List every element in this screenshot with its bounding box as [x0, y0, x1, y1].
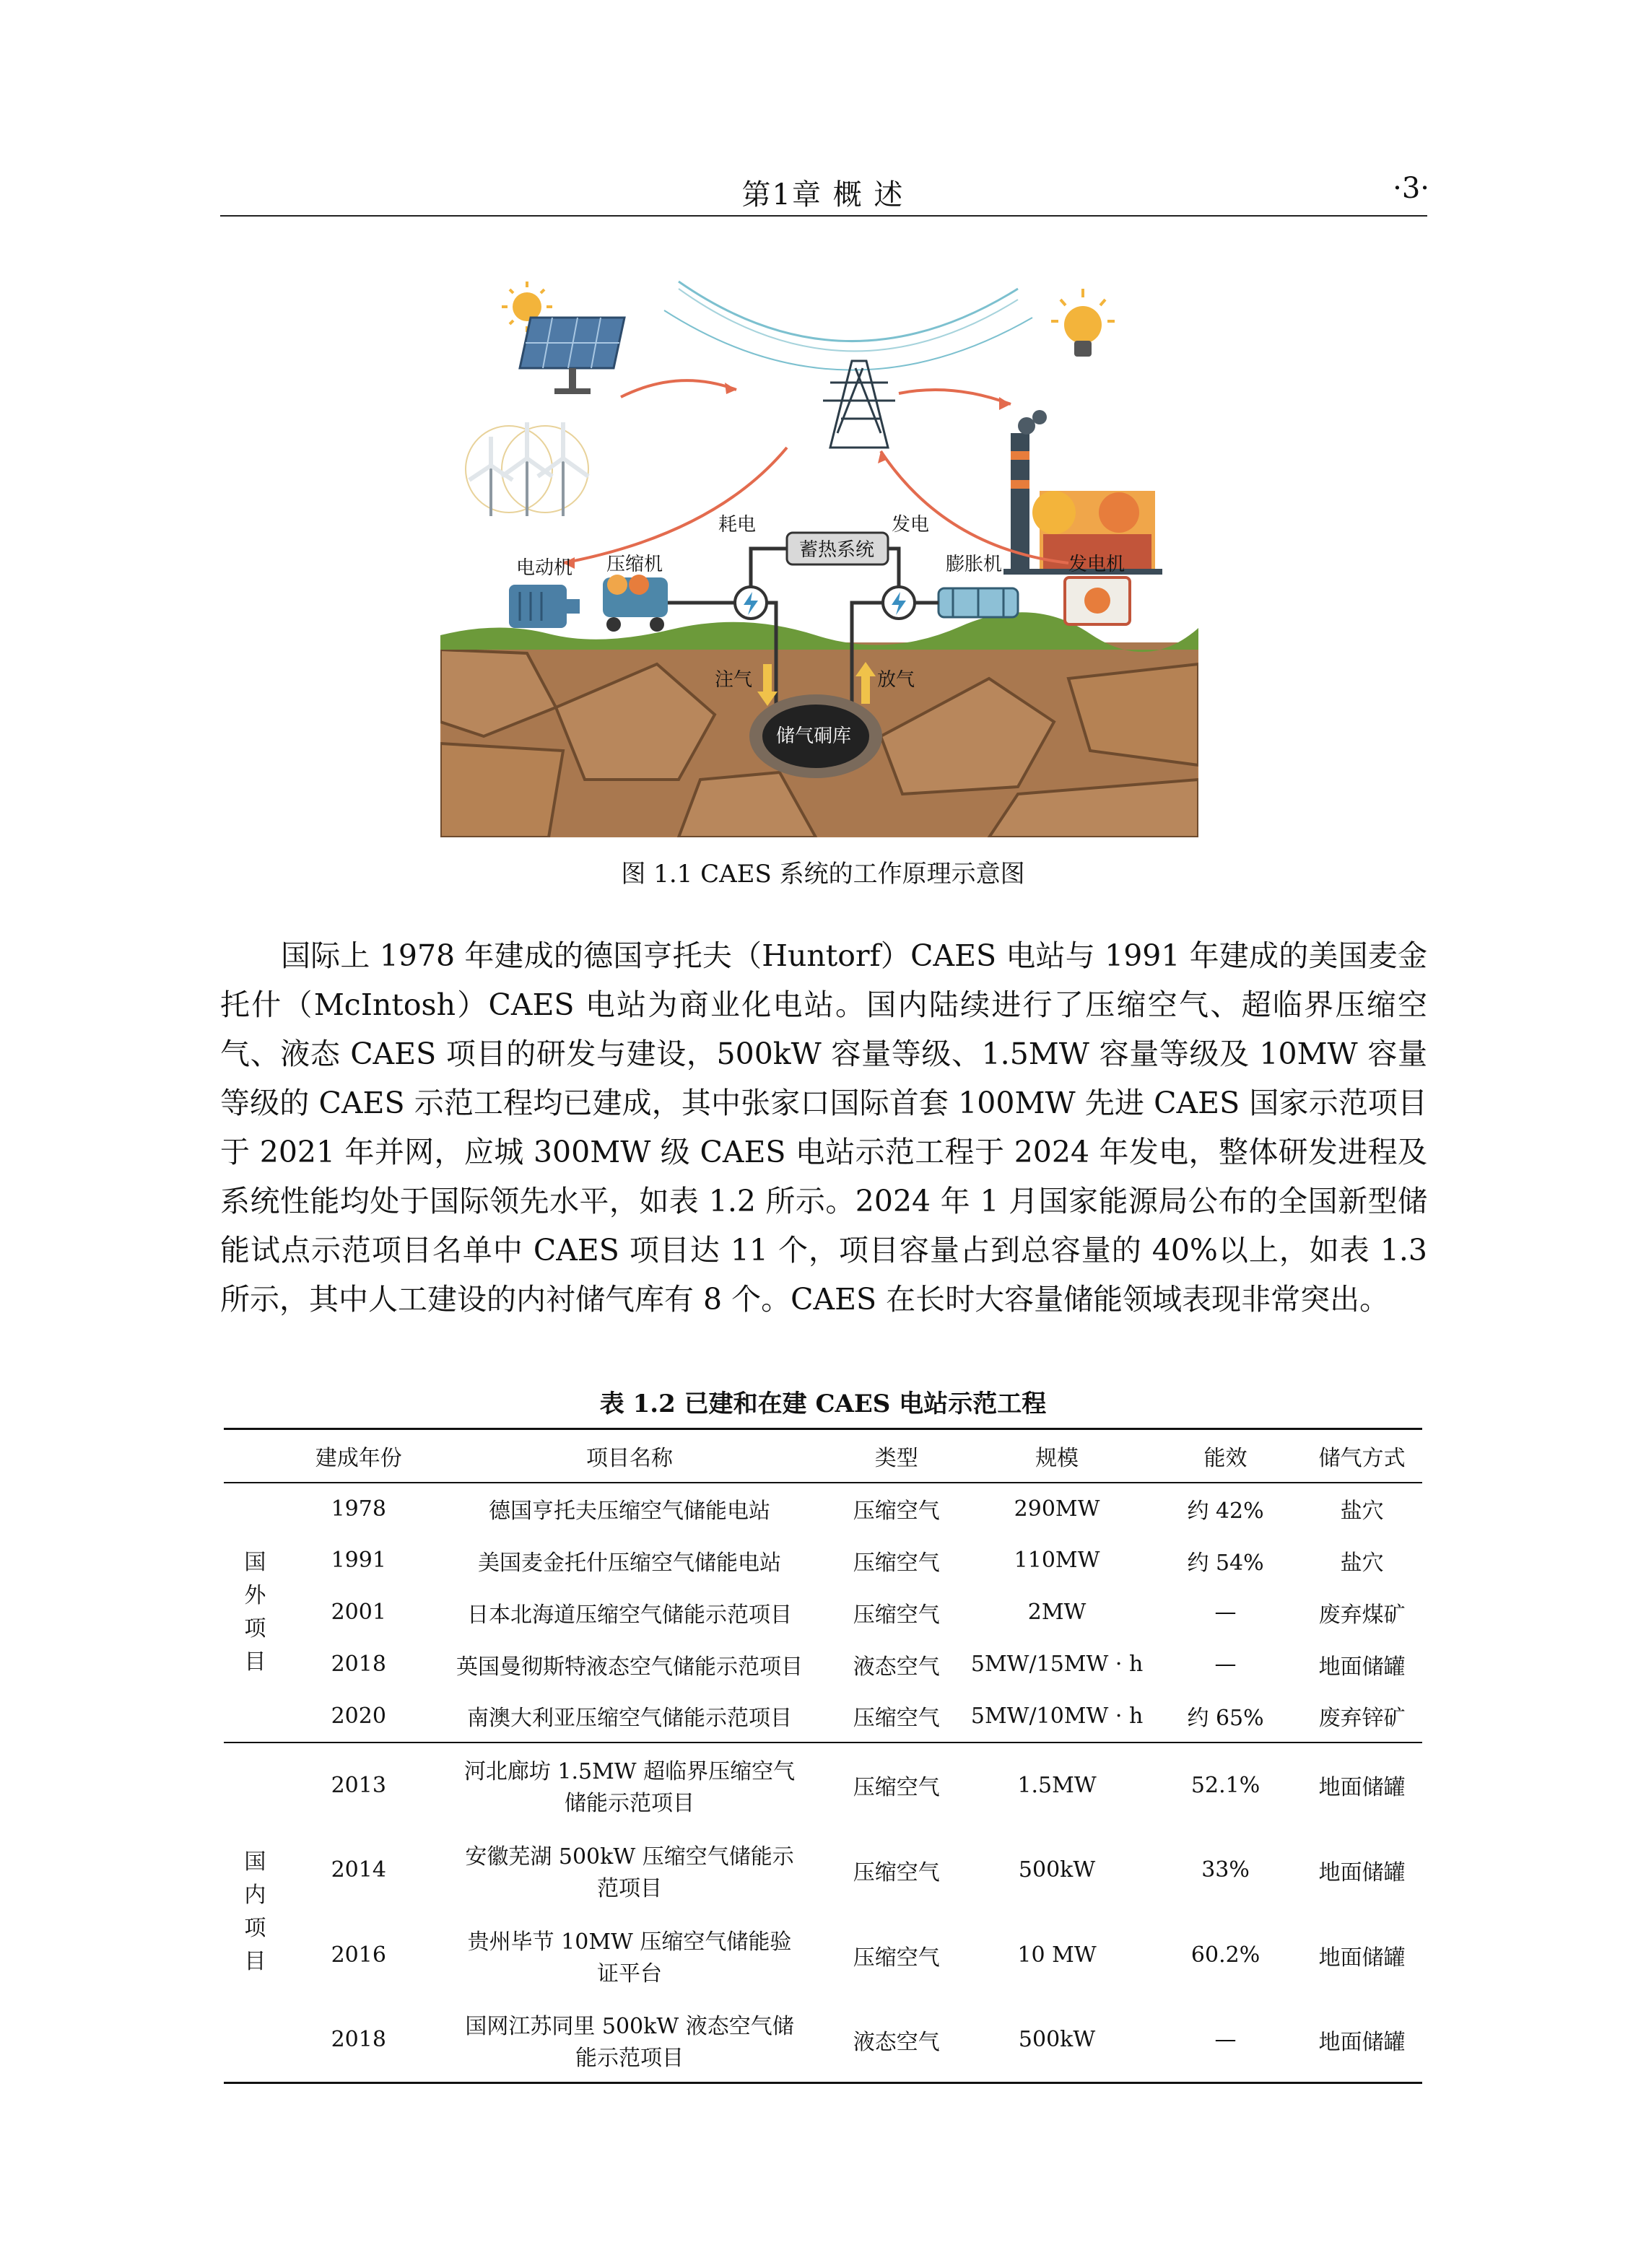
table-row [224, 1828, 1422, 1913]
cell: 液态空气 [828, 1998, 964, 2083]
header-cell: 储气方式 [1302, 1429, 1422, 1483]
label-heat-storage: 蓄热系统 [799, 538, 875, 560]
cell: 1978 [331, 1496, 386, 1522]
cell: 美国麦金托什压缩空气储能电站 [478, 1550, 782, 1576]
table-caption: 表 1.2 已建和在建 CAES 电站示范工程 [599, 1390, 1047, 1418]
power-tower-icon [823, 361, 895, 448]
header-cell: 项目名称 [431, 1429, 828, 1483]
cell: 南澳大利亚压缩空气储能示范项目 [431, 1691, 828, 1743]
cell: 地面储罐 [1318, 1654, 1406, 1680]
cell: 河北廊坊 1.5MW 超临界压缩空气储能示范项目 [463, 1759, 796, 1816]
cell: 500kW [964, 1998, 1149, 2083]
chapter-title: 第1章 概 述 [741, 178, 905, 211]
cell: 日本北海道压缩空气储能示范项目 [467, 1602, 793, 1628]
cell: 10 MW [1017, 1942, 1097, 1968]
header-cell: 建成年份 [287, 1429, 431, 1483]
cell: 地面储罐 [1318, 1945, 1406, 1971]
cell: 约 42% [1187, 1499, 1264, 1524]
group-label-foreign: 国 外 项 目 [224, 1483, 287, 1743]
cell: 德国亨托夫压缩空气储能电站 [489, 1499, 771, 1524]
header-cell: 规模 [964, 1429, 1149, 1483]
cell: 压缩空气 [853, 1602, 940, 1628]
table-row [224, 1535, 1422, 1587]
lightbulb-icon [1051, 289, 1115, 357]
cell: 2013 [331, 1772, 386, 1798]
cell: 压缩空气 [853, 1775, 940, 1800]
cell: 5MW/10MW · h [964, 1691, 1149, 1743]
label-motor: 电动机 [516, 557, 573, 578]
factory-icon [1003, 410, 1162, 575]
cell: 贵州毕节 10MW 压缩空气储能验证平台 [467, 1929, 792, 1986]
cell: 2MW [1027, 1600, 1087, 1625]
cell: 液态空气 [853, 1654, 940, 1680]
figure-caption: 图 1.1 CAES 系统的工作原理示意图 [621, 860, 1025, 889]
label-generator: 发电机 [1068, 553, 1125, 575]
cell: 废弃锌矿 [1302, 1691, 1422, 1743]
cell: 压缩空气 [853, 1859, 940, 1885]
cell: 约 54% [1187, 1550, 1264, 1576]
cell: 地面储罐 [1318, 1859, 1406, 1885]
cell: 压缩空气 [853, 1550, 940, 1576]
table-row [224, 1743, 1422, 1828]
header-cell: 能效 [1149, 1429, 1302, 1483]
cell: 110MW [1014, 1548, 1100, 1573]
cell: 约 65% [1149, 1691, 1302, 1743]
label-inject: 注气 [715, 668, 753, 690]
cell: 盐穴 [1340, 1499, 1384, 1524]
table-row [224, 1998, 1422, 2083]
table-row [224, 1587, 1422, 1639]
solar-panel-icon [520, 318, 624, 394]
label-compressor: 压缩机 [606, 553, 663, 575]
cell: 2018 [331, 1652, 386, 1677]
cell: 2020 [287, 1691, 431, 1743]
cell: — [1214, 1600, 1237, 1625]
cell: 2016 [331, 1942, 386, 1968]
label-consume: 耗电 [718, 513, 757, 535]
wind-turbine-icon [466, 422, 588, 516]
label-generate: 发电 [892, 513, 930, 535]
cell: 33% [1201, 1857, 1250, 1883]
page-number: ·3· [1393, 172, 1429, 205]
cell: 地面储罐 [1318, 1775, 1406, 1800]
cell: 290MW [1014, 1496, 1100, 1522]
caes-projects-table [224, 1428, 1422, 2084]
cell: 废弃煤矿 [1318, 1602, 1406, 1628]
generator-icon [1065, 577, 1130, 624]
table-row [224, 1691, 1422, 1743]
group-label-domestic: 国 内 项 目 [224, 1743, 287, 2083]
header-cell [224, 1429, 287, 1483]
cell: 压缩空气 [828, 1691, 964, 1743]
table-row [224, 1913, 1422, 1998]
cell: 压缩空气 [853, 1945, 940, 1971]
table-row [224, 1639, 1422, 1691]
table-header-row [224, 1429, 1422, 1483]
cell: 安徽芜湖 500kW 压缩空气储能示范项目 [465, 1844, 794, 1901]
cell: — [1214, 1652, 1237, 1677]
cell: 1.5MW [1017, 1772, 1097, 1798]
label-release: 放气 [877, 668, 915, 690]
cell: 1991 [331, 1548, 386, 1573]
body-paragraph: 国际上 1978 年建成的德国亨托夫（Huntorf）CAES 电站与 1991 年建成的美国麦金托什（McIntosh）CAES 电站为商业化电站。国内陆续进行了压缩空气、超临界压缩空气、液态 CAES 项目的研发与建设，500kW 容量等级、1.5MW 容量等级及 10MW 容量等级的 CAES 示范工程均已建成，其中张家口国际首套 100MW 先进 CAES 国家示范项目于 2021 年并网，应城 300MW 级 CAES 电站示范工程于 2024 年发电，整体研发进程及系统性能均处于国际领先水平，如表 1.2 所示。2024 年 1 月国家能源局公布的全国新型储能试点示范项目名单中 CAES 项目达 11 个，项目容量占到总容量的 40%以上，如表 1.3 所示，其中人工建设的内衬储气库有 8 个。CAES 在长时大容量储能领域表现非常突出。 [220, 938, 1427, 1317]
cell: 52.1% [1190, 1772, 1260, 1798]
lightning-valve-icon [883, 587, 915, 619]
cell: 2018 [287, 1998, 431, 2083]
caes-diagram [440, 274, 1198, 837]
cell: 500kW [1018, 1857, 1096, 1883]
label-expander: 膨胀机 [946, 553, 1003, 575]
table-row [224, 1483, 1422, 1535]
cell: 2014 [331, 1857, 386, 1883]
compressor-icon [603, 575, 668, 632]
cell: 英国曼彻斯特液态空气储能示范项目 [456, 1654, 804, 1680]
cell: 60.2% [1190, 1942, 1260, 1968]
expander-icon [939, 588, 1018, 617]
cell: — [1149, 1998, 1302, 2083]
header-cell: 类型 [828, 1429, 964, 1483]
cell: 地面储罐 [1302, 1998, 1422, 2083]
label-cavern: 储气硐库 [776, 725, 852, 746]
cell: 国网江苏同里 500kW 液态空气储能示范项目 [431, 1998, 828, 2083]
cell: 2001 [331, 1600, 386, 1625]
motor-icon [509, 585, 580, 628]
lightning-valve-icon [735, 587, 767, 619]
header-rule [220, 215, 1427, 217]
cell: 压缩空气 [853, 1499, 940, 1524]
cell: 5MW/15MW · h [970, 1652, 1144, 1677]
cell: 盐穴 [1340, 1550, 1384, 1576]
